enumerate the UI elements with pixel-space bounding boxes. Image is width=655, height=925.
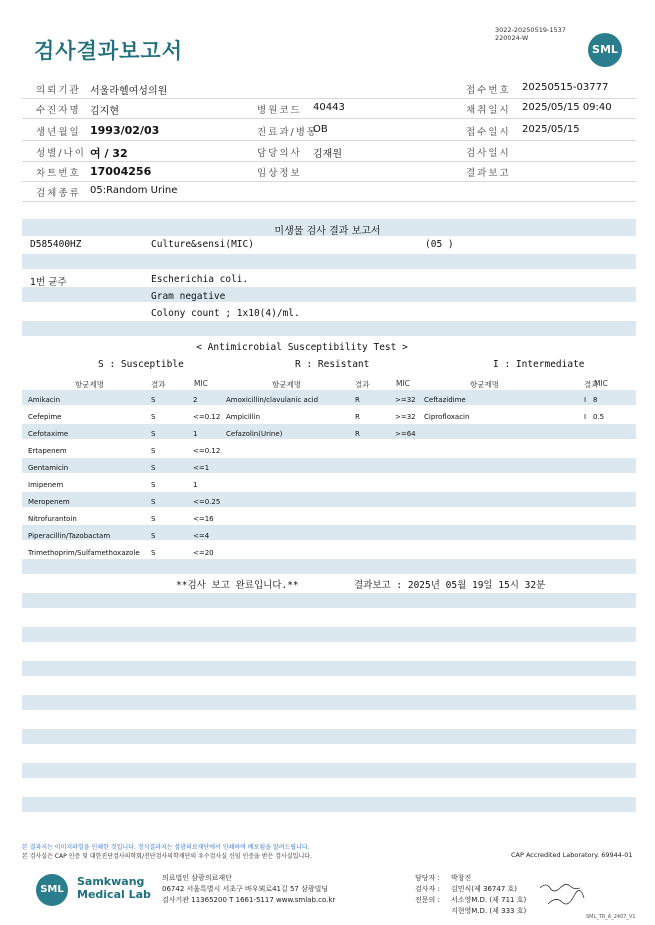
legend-i: I : Intermediate: [493, 359, 585, 370]
org-name: 의료법인 삼광의료재단: [162, 874, 232, 882]
ast-result: S: [151, 532, 156, 540]
field-value: 20250515-03777: [522, 82, 609, 93]
ast-result: S: [151, 396, 156, 404]
antibiotic-name: Gentamicin: [28, 464, 69, 472]
ast-result: S: [151, 413, 156, 421]
staff-name: 김민식(제 36747 호): [451, 885, 517, 893]
field-label: 검체종류: [36, 188, 81, 199]
footer-logo: SML: [36, 874, 68, 906]
antibiotic-name: Ertapenem: [28, 447, 67, 455]
mic-value: >=32: [395, 413, 416, 421]
ast-result: R: [355, 430, 360, 438]
row-stripe: [22, 287, 636, 302]
notice-line: 본 결과지는 이미지파일을 인쇄한 것입니다. 정식결과지는 삼광의료재단에서 인쇄하여 배포됨을 알려드립니다.: [22, 844, 310, 851]
document-id: 3022-20250519-1537 220024-W: [495, 26, 566, 42]
antibiotic-name: Nitrofurantoin: [28, 515, 77, 523]
legend-s: S : Susceptible: [98, 359, 184, 370]
ast-result: S: [151, 430, 156, 438]
mic-value: 1: [193, 430, 198, 438]
staff-name: 서소영M.D. (제 711 호): [451, 896, 527, 904]
page-title: 검사결과보고서: [34, 39, 184, 63]
field-label: 채취일시: [466, 105, 511, 116]
staff-role: 검사자 :: [415, 885, 440, 893]
field-value: OB: [313, 124, 328, 135]
info-row: [22, 161, 636, 182]
mic-value: <=0.12: [193, 447, 221, 455]
field-value: 여 / 32: [90, 147, 128, 160]
mic-value: 2: [193, 396, 198, 404]
row-stripe: [22, 424, 636, 439]
antibiotic-name: Cefepime: [28, 413, 62, 421]
info-row: [22, 120, 636, 141]
form-code: SML_TR_A_2407_V1: [586, 914, 636, 920]
row-stripe: [22, 729, 636, 744]
mic-value: 8: [593, 396, 598, 404]
field-label: 결과보고: [466, 168, 511, 179]
section-title: 미생물 검사 결과 보고서: [274, 226, 381, 237]
row-stripe: [22, 390, 636, 405]
sml-logo: SML: [588, 33, 622, 67]
row-stripe: [22, 254, 636, 269]
field-label: 담당의사: [257, 148, 302, 159]
staff-role: 담당자 :: [415, 874, 440, 882]
ast-result: S: [151, 447, 156, 455]
column-header: 항균제명: [272, 380, 301, 389]
field-label: 진료과/병동: [257, 127, 319, 138]
antibiotic-name: Cefotaxime: [28, 430, 69, 438]
field-value: 17004256: [90, 165, 152, 178]
legend-r: R : Resistant: [295, 359, 370, 370]
column-header: 결과: [584, 380, 599, 389]
antibiotic-name: Piperacillin/Tazobactam: [28, 532, 111, 540]
ast-result: S: [151, 549, 156, 557]
mic-value: <=1: [193, 464, 210, 472]
antibiotic-name: Cefazolin(Urine): [226, 430, 283, 438]
field-label: 생년월일: [36, 127, 81, 138]
ast-result: R: [355, 396, 360, 404]
row-stripe: [22, 627, 636, 642]
organism-line: Escherichia coli.: [151, 274, 249, 285]
row-stripe: [22, 661, 636, 676]
field-label: 병원코드: [257, 105, 302, 116]
mic-value: <=20: [193, 549, 214, 557]
mic-value: <=0.12: [193, 413, 221, 421]
column-header: MIC: [396, 379, 410, 388]
antibiotic-name: Meropenem: [28, 498, 70, 506]
antibiotic-name: Ciprofloxacin: [424, 413, 470, 421]
field-label: 수진자명: [36, 105, 81, 116]
field-label: 임상정보: [257, 168, 302, 179]
complete-message: **검사 보고 완료입니다.**: [176, 580, 299, 591]
row-stripe: [22, 559, 636, 574]
staff-name: 지현영M.D. (제 333 호): [451, 907, 527, 915]
field-label: 의뢰기관: [36, 85, 81, 96]
mic-value: <=0.25: [193, 498, 221, 506]
antibiotic-name: Imipenem: [28, 481, 64, 489]
mic-value: 0.5: [593, 413, 605, 421]
row-stripe: [22, 458, 636, 473]
row-stripe: [22, 593, 636, 608]
column-header: MIC: [194, 379, 208, 388]
field-value: 2025/05/15: [522, 124, 580, 135]
ast-result: S: [151, 481, 156, 489]
test-name: Culture&sensi(MIC): [151, 239, 254, 250]
column-header: 항균제명: [75, 380, 104, 389]
ast-result: S: [151, 515, 156, 523]
info-row: [22, 98, 636, 119]
row-stripe: [22, 525, 636, 540]
staff-name: 박창진: [451, 874, 472, 882]
row-stripe: [22, 492, 636, 507]
column-header: 결과: [151, 380, 166, 389]
org-address: 06742 서울특별시 서초구 바우뫼로41길 57 삼광빌딩: [162, 885, 329, 893]
info-row: [22, 181, 636, 202]
mic-value: <=4: [193, 532, 210, 540]
row-stripe: [22, 763, 636, 778]
mic-value: 1: [193, 481, 198, 489]
field-label: 접수번호: [466, 85, 511, 96]
ast-result: S: [151, 498, 156, 506]
organism-line: Gram negative: [151, 291, 226, 302]
signature-graphic: [538, 880, 588, 908]
result-report-time: 결과보고 : 2025년 05월 19일 15시 32분: [354, 580, 546, 591]
column-header: 결과: [355, 380, 370, 389]
antibiotic-name: Ampicillin: [226, 413, 261, 421]
field-label: 성별/나이: [36, 148, 86, 159]
ast-result: S: [151, 464, 156, 472]
info-row: [22, 141, 636, 162]
antibiotic-name: Trimethoprim/Sulfamethoxazole: [28, 549, 140, 557]
field-label: 검사일시: [466, 148, 511, 159]
mic-value: >=64: [395, 430, 416, 438]
staff-role: 전문의 :: [415, 896, 440, 904]
org-contact: 검사기관 11365200 T 1661-5117 www.smlab.co.kr: [162, 896, 336, 904]
ast-result: I: [584, 413, 587, 421]
field-value: 05:Random Urine: [90, 185, 178, 196]
ast-title: < Antimicrobial Susceptibility Test >: [196, 342, 408, 353]
organism-label: 1번 균주: [30, 277, 67, 288]
field-value: 김재원: [313, 149, 342, 160]
test-number: (05 ): [425, 239, 454, 250]
field-value: 2025/05/15 09:40: [522, 102, 612, 113]
row-stripe: [22, 695, 636, 710]
organism-line: Colony count ; 1x10(4)/ml.: [151, 308, 300, 319]
field-value: 40443: [313, 102, 345, 113]
ast-result: R: [355, 413, 360, 421]
mic-value: >=32: [395, 396, 416, 404]
mic-value: <=16: [193, 515, 214, 523]
row-stripe: [22, 321, 636, 336]
column-header: 항균제명: [470, 380, 499, 389]
antibiotic-name: Ceftazidime: [424, 396, 466, 404]
field-label: 차트번호: [36, 168, 81, 179]
field-value: 서울라헬여성의원: [90, 86, 168, 97]
field-value: 1993/02/03: [90, 124, 160, 137]
ast-result: I: [584, 396, 587, 404]
row-stripe: [22, 797, 636, 812]
cap-accreditation: CAP Accredited Laboratory. 69944-01: [511, 851, 633, 859]
brand-name: Samkwang Medical Lab: [77, 875, 151, 901]
test-code: D585400HZ: [30, 239, 82, 250]
info-row: [22, 78, 636, 99]
antibiotic-name: Amoxicillin/clavulanic acid: [226, 396, 319, 404]
field-label: 접수일시: [466, 127, 511, 138]
cap-notice: 본 검사실은 CAP 인증 및 대한진단검사의학회/진단검사의학재단의 우수검사실 신임 인증을 받은 검사실입니다.: [22, 853, 312, 860]
column-header: MIC: [594, 379, 608, 388]
antibiotic-name: Amikacin: [28, 396, 61, 404]
field-value: 김지현: [90, 106, 119, 117]
